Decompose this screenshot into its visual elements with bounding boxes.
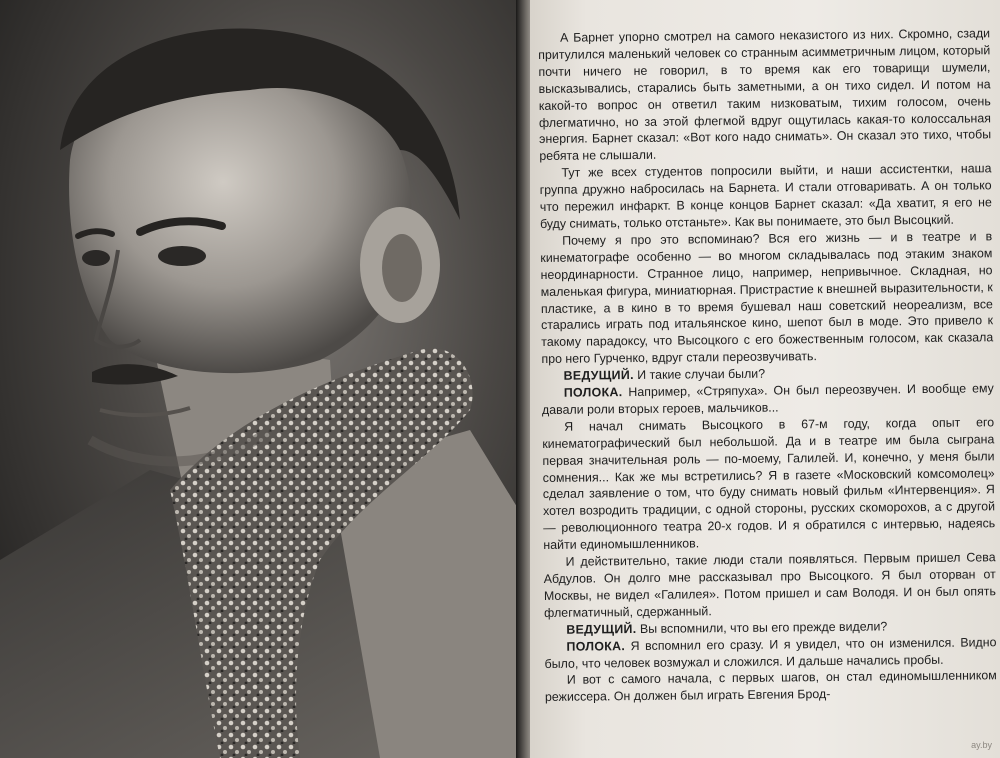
paragraph-text: Я начал снимать Высоцкого в 67-м году, когда опыт его кинематографический был небольшой. Да и в театре им была сыграна первая значительная роль — по-моему, Галилей. И, конечно, у меня были сомнения... Как же мы встретились? Я в газете «Московский комсомолец» сделал заявление о том, что буду снимать новый фильм «Интервенция». Я хотел возродить традиции, с одной стороны, русских скоморохов, а с другой — революционного театра 20-х годов. И я обратился с интервью, надеясь найти единомышленников. — [542, 415, 996, 553]
paragraph — [544, 634, 996, 673]
paragraph-text: А Барнет упорно смотрел на самого неказистого из них. Скромно, сзади притулился маленький человек со странным асимметричным лицом, который почти ничего не говорил, в то время как его товарищи шумели, высказывались, старались быть заметными, а он тихо сидел. И потом на какой-то вопрос он ответил таким низковатым, тихим голосом, очень флегматично, но за этой флегмой вдруг ощутилась какая-то колоссальная энергия. Барнет сказал: «Вот кого надо снимать». Он сказал это тихо, чтобы ребята не слышали. — [538, 26, 992, 164]
speaker-label: ВЕДУЩИЙ. — [563, 368, 634, 383]
paragraph-text: Почему я про это вспоминаю? Вся его жизнь — и в театре и в кинематографе особенно — во многом складывалась под этаким знаком неординарности. Странное лицо, например, непривычное. Складная, но маленькая фигура, миниатюрная. Пристрастие к внешней выразительности, к пластике, а в кино в то время бушевал наш советский неореализм, все старались играть под итальянское кино, шепот был в моде. Это привело к такому парадоксу, что Высоцкого с его божественным голосом, как сказала про него Гурченко, вдруг стали переозвучивать. — [540, 229, 994, 367]
paragraph — [540, 228, 993, 368]
paragraph — [538, 25, 991, 165]
paragraph — [543, 549, 996, 621]
paragraph — [545, 668, 997, 707]
paragraph — [542, 414, 995, 554]
text-page — [530, 0, 1000, 758]
paragraph-text: Вы вспомнили, что вы его прежде видели? — [639, 619, 888, 636]
paragraph-text: Я вспомнил его сразу. И я увидел, что он изменился. Видно было, что человек возмужал и сложился. И дальше начались пробы. — [544, 634, 997, 671]
watermark: ay.by — [971, 740, 992, 750]
paragraph — [539, 161, 992, 233]
paragraph-text: Например, «Стряпуха». Он был переозвучен. И вообще ему давали роли вторых героев, мальчиков... — [541, 381, 994, 417]
paragraph-text: И такие случаи были? — [637, 366, 766, 383]
paragraph-text: И вот с самого начала, с первых шагов, он стал единомышленником режиссера. Он должен был играть Евгения Брод- — [544, 668, 997, 705]
paragraph — [542, 380, 994, 419]
paragraph-text: И действительно, такие люди стали появляться. Первым пришел Сева Абдулов. Он долго мне рассказывал про Высоцкого. Я был оторван от Москвы, не видел «Галилея». Потом пришел и сам Володя. И он был опять флегматичный, сдержанный. — [543, 550, 996, 620]
body-text — [538, 25, 997, 706]
speaker-label: ПОЛОКА. — [563, 385, 623, 400]
paragraph-text: Тут же всех студентов попросили выйти, и наши ассистентки, наша группа дружно набросилась на Барнета. И стали отговаривать. А он только что пережил инфаркт. В конце концов Барнет сказал: «Да хватит, я его не буду снимать, только отстаньте». Как вы понимаете, это был Высоцкий. — [539, 161, 992, 231]
speaker-label: ВЕДУЩИЙ. — [566, 621, 637, 637]
speaker-label: ПОЛОКА. — [566, 638, 626, 654]
